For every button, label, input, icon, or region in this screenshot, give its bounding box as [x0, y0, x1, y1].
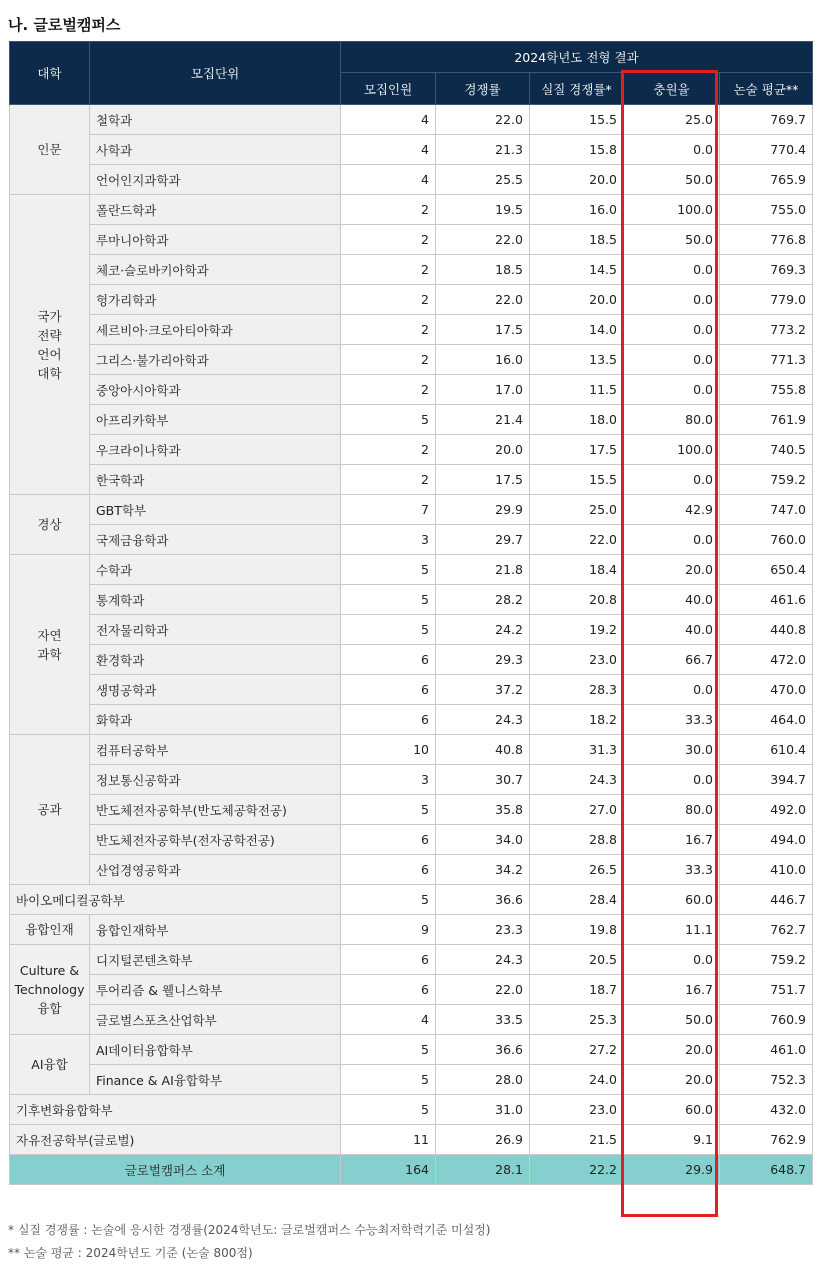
college-label: 자연 과학	[37, 627, 62, 662]
unit-cell: 체코·슬로바키아학과	[90, 255, 341, 285]
unit-cell: GBT학부	[90, 495, 341, 525]
real-competition-cell: 15.5	[530, 465, 624, 495]
table-row	[10, 1125, 813, 1155]
quota-cell: 5	[341, 555, 436, 585]
table-row	[10, 465, 813, 495]
competition-cell: 35.8	[436, 795, 530, 825]
real-competition-cell: 14.0	[530, 315, 624, 345]
quota-cell: 2	[341, 375, 436, 405]
unit-cell: 전자물리학과	[90, 615, 341, 645]
table-row	[10, 315, 813, 345]
header-college: 대학	[10, 42, 90, 105]
unit-cell: 자유전공학부(글로벌)	[10, 1125, 341, 1155]
unit-cell: 화학과	[90, 705, 341, 735]
table-row	[10, 255, 813, 285]
fill-rate-cell: 33.3	[624, 855, 720, 885]
fill-rate-cell: 33.3	[624, 705, 720, 735]
admission-results-table-wrapper	[9, 41, 813, 1185]
unit-cell: 언어인지과학과	[90, 165, 341, 195]
real-competition-cell: 20.5	[530, 945, 624, 975]
unit-cell: 생명공학과	[90, 675, 341, 705]
competition-cell: 34.2	[436, 855, 530, 885]
competition-cell: 22.0	[436, 285, 530, 315]
college-label: 경상	[37, 517, 62, 532]
section-title: 나. 글로벌캠퍼스	[8, 16, 121, 34]
table-row	[10, 1005, 813, 1035]
essay-average-cell: 464.0	[720, 705, 813, 735]
fill-rate-cell: 20.0	[624, 1065, 720, 1095]
table-row	[10, 825, 813, 855]
quota-cell: 2	[341, 435, 436, 465]
fill-rate-cell: 80.0	[624, 795, 720, 825]
total-essay-average-cell: 648.7	[720, 1155, 813, 1185]
real-competition-cell: 16.0	[530, 195, 624, 225]
competition-cell: 28.2	[436, 585, 530, 615]
unit-cell: 국제금융학과	[90, 525, 341, 555]
footnotes	[8, 1219, 490, 1265]
essay-average-cell: 740.5	[720, 435, 813, 465]
total-label: 글로벌캠퍼스 소계	[10, 1155, 341, 1185]
quota-cell: 7	[341, 495, 436, 525]
competition-cell: 34.0	[436, 825, 530, 855]
competition-cell: 20.0	[436, 435, 530, 465]
competition-cell: 31.0	[436, 1095, 530, 1125]
table-row	[10, 795, 813, 825]
competition-cell: 26.9	[436, 1125, 530, 1155]
fill-rate-cell: 50.0	[624, 165, 720, 195]
college-cell	[10, 735, 90, 885]
header-fill-rate: 충원율	[624, 73, 720, 105]
competition-cell: 17.5	[436, 315, 530, 345]
fill-rate-cell: 16.7	[624, 825, 720, 855]
unit-cell: 루마니아학과	[90, 225, 341, 255]
competition-cell: 28.0	[436, 1065, 530, 1095]
header-essay-average: 논술 평균**	[720, 73, 813, 105]
competition-cell: 17.0	[436, 375, 530, 405]
quota-cell: 6	[341, 975, 436, 1005]
fill-rate-cell: 80.0	[624, 405, 720, 435]
essay-average-cell: 762.7	[720, 915, 813, 945]
fill-rate-cell: 0.0	[624, 315, 720, 345]
real-competition-cell: 11.5	[530, 375, 624, 405]
table-row	[10, 225, 813, 255]
table-row	[10, 135, 813, 165]
competition-cell: 23.3	[436, 915, 530, 945]
real-competition-cell: 28.8	[530, 825, 624, 855]
real-competition-cell: 21.5	[530, 1125, 624, 1155]
unit-cell: Finance & AI융합학부	[90, 1065, 341, 1095]
real-competition-cell: 22.0	[530, 525, 624, 555]
admission-results-table	[9, 41, 813, 1185]
table-row	[10, 645, 813, 675]
real-competition-cell: 24.0	[530, 1065, 624, 1095]
college-label: 국가 전략 언어 대학	[37, 308, 62, 381]
table-row	[10, 1095, 813, 1125]
unit-cell: 바이오메디컬공학부	[10, 885, 341, 915]
fill-rate-cell: 100.0	[624, 195, 720, 225]
real-competition-cell: 31.3	[530, 735, 624, 765]
fill-rate-cell: 11.1	[624, 915, 720, 945]
unit-cell: 디지털콘텐츠학부	[90, 945, 341, 975]
essay-average-cell: 776.8	[720, 225, 813, 255]
unit-cell: 통계학과	[90, 585, 341, 615]
fill-rate-cell: 0.0	[624, 255, 720, 285]
header-group: 2024학년도 전형 결과	[341, 42, 813, 73]
table-row	[10, 195, 813, 225]
essay-average-cell: 759.2	[720, 945, 813, 975]
essay-average-cell: 779.0	[720, 285, 813, 315]
college-cell	[10, 555, 90, 735]
quota-cell: 6	[341, 825, 436, 855]
table-row	[10, 435, 813, 465]
table-row	[10, 555, 813, 585]
essay-average-cell: 747.0	[720, 495, 813, 525]
essay-average-cell: 761.9	[720, 405, 813, 435]
fill-rate-cell: 60.0	[624, 1095, 720, 1125]
college-label: AI융합	[31, 1057, 68, 1072]
unit-cell: 폴란드학과	[90, 195, 341, 225]
competition-cell: 30.7	[436, 765, 530, 795]
fill-rate-cell: 25.0	[624, 105, 720, 135]
header-real-competition: 실질 경쟁률*	[530, 73, 624, 105]
table-row	[10, 585, 813, 615]
college-cell	[10, 105, 90, 195]
fill-rate-cell: 20.0	[624, 1035, 720, 1065]
table-row	[10, 1035, 813, 1065]
quota-cell: 2	[341, 285, 436, 315]
competition-cell: 18.5	[436, 255, 530, 285]
quota-cell: 6	[341, 855, 436, 885]
college-label: 융합인재	[25, 922, 74, 937]
unit-cell: 중앙아시아학과	[90, 375, 341, 405]
college-cell	[10, 915, 90, 945]
unit-cell: 기후변화융합학부	[10, 1095, 341, 1125]
competition-cell: 29.9	[436, 495, 530, 525]
essay-average-cell: 769.3	[720, 255, 813, 285]
real-competition-cell: 20.0	[530, 165, 624, 195]
competition-cell: 21.4	[436, 405, 530, 435]
real-competition-cell: 26.5	[530, 855, 624, 885]
fill-rate-cell: 40.0	[624, 615, 720, 645]
fill-rate-cell: 20.0	[624, 555, 720, 585]
real-competition-cell: 13.5	[530, 345, 624, 375]
unit-cell: 그리스·불가리아학과	[90, 345, 341, 375]
fill-rate-cell: 0.0	[624, 285, 720, 315]
unit-cell: 컴퓨터공학부	[90, 735, 341, 765]
table-row	[10, 615, 813, 645]
quota-cell: 5	[341, 585, 436, 615]
college-label: Culture & Technology 융합	[14, 963, 85, 1016]
essay-average-cell: 751.7	[720, 975, 813, 1005]
essay-average-cell: 769.7	[720, 105, 813, 135]
unit-cell: AI데이터융합학부	[90, 1035, 341, 1065]
competition-cell: 29.7	[436, 525, 530, 555]
competition-cell: 22.0	[436, 225, 530, 255]
competition-cell: 22.0	[436, 975, 530, 1005]
fill-rate-cell: 30.0	[624, 735, 720, 765]
college-label: 인문	[37, 142, 62, 157]
unit-cell: 반도체전자공학부(반도체공학전공)	[90, 795, 341, 825]
quota-cell: 4	[341, 165, 436, 195]
real-competition-cell: 23.0	[530, 1095, 624, 1125]
competition-cell: 22.0	[436, 105, 530, 135]
quota-cell: 5	[341, 1095, 436, 1125]
real-competition-cell: 17.5	[530, 435, 624, 465]
competition-cell: 40.8	[436, 735, 530, 765]
essay-average-cell: 759.2	[720, 465, 813, 495]
essay-average-cell: 494.0	[720, 825, 813, 855]
quota-cell: 11	[341, 1125, 436, 1155]
real-competition-cell: 20.0	[530, 285, 624, 315]
essay-average-cell: 755.8	[720, 375, 813, 405]
unit-cell: 헝가리학과	[90, 285, 341, 315]
fill-rate-cell: 0.0	[624, 525, 720, 555]
essay-average-cell: 432.0	[720, 1095, 813, 1125]
unit-cell: 반도체전자공학부(전자공학전공)	[90, 825, 341, 855]
table-row	[10, 165, 813, 195]
unit-cell: 투어리즘 & 웰니스학부	[90, 975, 341, 1005]
unit-cell: 글로벌스포츠산업학부	[90, 1005, 341, 1035]
competition-cell: 25.5	[436, 165, 530, 195]
fill-rate-cell: 50.0	[624, 1005, 720, 1035]
fill-rate-cell: 0.0	[624, 765, 720, 795]
table-row	[10, 915, 813, 945]
essay-average-cell: 762.9	[720, 1125, 813, 1155]
essay-average-cell: 410.0	[720, 855, 813, 885]
fill-rate-cell: 9.1	[624, 1125, 720, 1155]
table-row	[10, 105, 813, 135]
competition-cell: 24.3	[436, 945, 530, 975]
table-row	[10, 675, 813, 705]
competition-cell: 36.6	[436, 885, 530, 915]
quota-cell: 5	[341, 1065, 436, 1095]
table-row	[10, 1065, 813, 1095]
competition-cell: 24.3	[436, 705, 530, 735]
table-row	[10, 855, 813, 885]
fill-rate-cell: 0.0	[624, 345, 720, 375]
essay-average-cell: 771.3	[720, 345, 813, 375]
quota-cell: 5	[341, 615, 436, 645]
competition-cell: 29.3	[436, 645, 530, 675]
real-competition-cell: 24.3	[530, 765, 624, 795]
real-competition-cell: 15.5	[530, 105, 624, 135]
real-competition-cell: 14.5	[530, 255, 624, 285]
real-competition-cell: 19.8	[530, 915, 624, 945]
table-row	[10, 375, 813, 405]
quota-cell: 6	[341, 945, 436, 975]
real-competition-cell: 27.0	[530, 795, 624, 825]
essay-average-cell: 394.7	[720, 765, 813, 795]
fill-rate-cell: 0.0	[624, 945, 720, 975]
unit-cell: 수학과	[90, 555, 341, 585]
real-competition-cell: 18.2	[530, 705, 624, 735]
table-row	[10, 285, 813, 315]
quota-cell: 5	[341, 405, 436, 435]
quota-cell: 6	[341, 675, 436, 705]
fill-rate-cell: 66.7	[624, 645, 720, 675]
competition-cell: 33.5	[436, 1005, 530, 1035]
quota-cell: 2	[341, 465, 436, 495]
quota-cell: 6	[341, 645, 436, 675]
quota-cell: 2	[341, 315, 436, 345]
real-competition-cell: 25.3	[530, 1005, 624, 1035]
total-row	[10, 1155, 813, 1185]
essay-average-cell: 440.8	[720, 615, 813, 645]
total-competition-cell: 28.1	[436, 1155, 530, 1185]
college-cell	[10, 1035, 90, 1095]
essay-average-cell: 610.4	[720, 735, 813, 765]
quota-cell: 5	[341, 1035, 436, 1065]
quota-cell: 2	[341, 345, 436, 375]
real-competition-cell: 18.7	[530, 975, 624, 1005]
quota-cell: 4	[341, 105, 436, 135]
quota-cell: 10	[341, 735, 436, 765]
essay-average-cell: 765.9	[720, 165, 813, 195]
table-row	[10, 765, 813, 795]
competition-cell: 37.2	[436, 675, 530, 705]
competition-cell: 21.8	[436, 555, 530, 585]
table-row	[10, 885, 813, 915]
college-cell	[10, 495, 90, 555]
table-row	[10, 945, 813, 975]
fill-rate-cell: 0.0	[624, 465, 720, 495]
quota-cell: 6	[341, 705, 436, 735]
footnote-real-competition: * 실질 경쟁률 : 논술에 응시한 경쟁률(2024학년도: 글로벌캠퍼스 수능최저학력기준 미설정)	[8, 1223, 491, 1237]
real-competition-cell: 25.0	[530, 495, 624, 525]
quota-cell: 9	[341, 915, 436, 945]
real-competition-cell: 28.4	[530, 885, 624, 915]
real-competition-cell: 15.8	[530, 135, 624, 165]
quota-cell: 4	[341, 1005, 436, 1035]
competition-cell: 24.2	[436, 615, 530, 645]
real-competition-cell: 18.4	[530, 555, 624, 585]
total-real-competition-cell: 22.2	[530, 1155, 624, 1185]
essay-average-cell: 446.7	[720, 885, 813, 915]
quota-cell: 2	[341, 225, 436, 255]
table-row	[10, 525, 813, 555]
real-competition-cell: 19.2	[530, 615, 624, 645]
college-cell	[10, 195, 90, 495]
table-row	[10, 705, 813, 735]
essay-average-cell: 755.0	[720, 195, 813, 225]
quota-cell: 5	[341, 795, 436, 825]
real-competition-cell: 20.8	[530, 585, 624, 615]
unit-cell: 융합인재학부	[90, 915, 341, 945]
unit-cell: 철학과	[90, 105, 341, 135]
essay-average-cell: 492.0	[720, 795, 813, 825]
unit-cell: 아프리카학부	[90, 405, 341, 435]
quota-cell: 3	[341, 525, 436, 555]
fill-rate-cell: 0.0	[624, 375, 720, 405]
table-row	[10, 975, 813, 1005]
quota-cell: 2	[341, 195, 436, 225]
essay-average-cell: 752.3	[720, 1065, 813, 1095]
competition-cell: 17.5	[436, 465, 530, 495]
unit-cell: 산업경영공학과	[90, 855, 341, 885]
table-row	[10, 345, 813, 375]
real-competition-cell: 23.0	[530, 645, 624, 675]
fill-rate-cell: 42.9	[624, 495, 720, 525]
college-label: 공과	[37, 802, 62, 817]
quota-cell: 2	[341, 255, 436, 285]
essay-average-cell: 461.0	[720, 1035, 813, 1065]
unit-cell: 세르비아·크로아티아학과	[90, 315, 341, 345]
competition-cell: 16.0	[436, 345, 530, 375]
quota-cell: 3	[341, 765, 436, 795]
header-competition: 경쟁률	[436, 73, 530, 105]
header-unit: 모집단위	[90, 42, 341, 105]
fill-rate-cell: 0.0	[624, 675, 720, 705]
header-quota: 모집인원	[341, 73, 436, 105]
fill-rate-cell: 100.0	[624, 435, 720, 465]
real-competition-cell: 28.3	[530, 675, 624, 705]
essay-average-cell: 760.9	[720, 1005, 813, 1035]
essay-average-cell: 773.2	[720, 315, 813, 345]
table-row	[10, 495, 813, 525]
table-row	[10, 405, 813, 435]
competition-cell: 36.6	[436, 1035, 530, 1065]
quota-cell: 4	[341, 135, 436, 165]
unit-cell: 정보통신공학과	[90, 765, 341, 795]
essay-average-cell: 472.0	[720, 645, 813, 675]
unit-cell: 우크라이나학과	[90, 435, 341, 465]
essay-average-cell: 650.4	[720, 555, 813, 585]
real-competition-cell: 27.2	[530, 1035, 624, 1065]
competition-cell: 21.3	[436, 135, 530, 165]
table-row	[10, 735, 813, 765]
fill-rate-cell: 50.0	[624, 225, 720, 255]
essay-average-cell: 760.0	[720, 525, 813, 555]
table-body	[10, 105, 813, 1185]
college-cell	[10, 945, 90, 1035]
unit-cell: 사학과	[90, 135, 341, 165]
total-quota-cell: 164	[341, 1155, 436, 1185]
real-competition-cell: 18.5	[530, 225, 624, 255]
total-fill-rate-cell: 29.9	[624, 1155, 720, 1185]
unit-cell: 환경학과	[90, 645, 341, 675]
competition-cell: 19.5	[436, 195, 530, 225]
quota-cell: 5	[341, 885, 436, 915]
essay-average-cell: 470.0	[720, 675, 813, 705]
fill-rate-cell: 0.0	[624, 135, 720, 165]
fill-rate-cell: 60.0	[624, 885, 720, 915]
real-competition-cell: 18.0	[530, 405, 624, 435]
fill-rate-cell: 40.0	[624, 585, 720, 615]
essay-average-cell: 461.6	[720, 585, 813, 615]
unit-cell: 한국학과	[90, 465, 341, 495]
fill-rate-cell: 16.7	[624, 975, 720, 1005]
essay-average-cell: 770.4	[720, 135, 813, 165]
footnote-essay-average: ** 논술 평균 : 2024학년도 기준 (논술 800점)	[8, 1246, 253, 1260]
